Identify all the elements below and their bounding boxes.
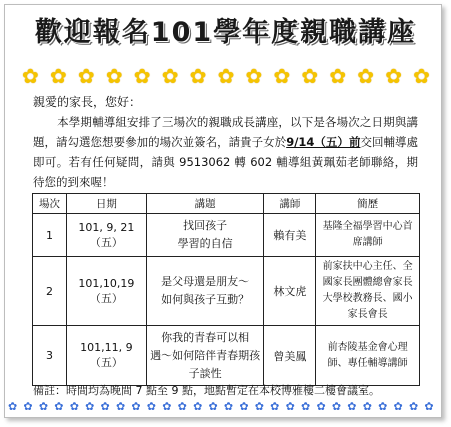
blue-flower-icon: ✿ xyxy=(223,399,234,413)
blue-flower-icon: ✿ xyxy=(362,399,372,413)
sunflower-icon: ✿ xyxy=(385,64,402,88)
blue-flower-icon: ✿ xyxy=(38,399,49,413)
session-speaker: 曾美鳳 xyxy=(264,326,316,386)
session-speaker: 林文虎 xyxy=(264,257,316,326)
blue-flower-icon: ✿ xyxy=(115,399,126,413)
blue-flower-icon: ✿ xyxy=(331,399,342,413)
sunflower-icon: ✿ xyxy=(329,64,347,88)
blue-flower-icon: ✿ xyxy=(69,399,79,413)
sunflower-icon: ✿ xyxy=(22,64,39,88)
session-date: 101,11, 9 （五） xyxy=(66,326,146,386)
sunflower-icon: ✿ xyxy=(77,64,95,88)
sunflower-icon: ✿ xyxy=(189,64,207,88)
sunflower-icon: ✿ xyxy=(301,64,319,88)
intro-text: 本學期輔導組安排了三場次的親職成長講座，以下是各場次之日期與講題，請勾選您想要參加的場次並簽名，請貴子女於 xyxy=(33,115,418,149)
intro-end-text: 交回輔導處即可。若有任何疑問，請與 9513062 轉 602 輔導組黃珮茹老師聯絡，期待您的到來喔！ xyxy=(33,135,419,189)
sunflower-icon: ✿ xyxy=(413,64,430,88)
blue-flower-icon: ✿ xyxy=(8,399,18,413)
header-speaker: 講師 xyxy=(264,194,316,214)
flyer-title: 歡迎報名101學年度親職講座 xyxy=(34,17,417,48)
blue-flower-icon: ✿ xyxy=(208,399,218,413)
blue-flower-icon: ✿ xyxy=(301,399,311,413)
sunflower-icon: ✿ xyxy=(273,64,291,88)
blue-flower-icon: ✿ xyxy=(316,399,326,413)
blue-flower-icon: ✿ xyxy=(239,399,249,413)
blue-flower-icon: ✿ xyxy=(23,399,33,413)
sunflower-icon: ✿ xyxy=(357,64,375,88)
blue-flower-icon: ✿ xyxy=(424,399,434,413)
speaker-bio: 前家扶中心主任、全國家長團體總會家長大學校教務長、國小家長會長 xyxy=(316,257,420,326)
blue-flower-icon: ✿ xyxy=(146,399,157,413)
header-bio: 簡歷 xyxy=(316,194,420,214)
header-date: 日期 xyxy=(66,194,146,214)
blue-flower-icon: ✿ xyxy=(100,399,110,413)
session-topic: 是父母還是朋友～ 如何與孩子互動？ xyxy=(146,257,264,326)
blue-flower-icon: ✿ xyxy=(393,399,403,413)
header-topic: 講題 xyxy=(146,194,264,214)
table-row xyxy=(33,257,420,326)
blue-flower-icon: ✿ xyxy=(285,399,295,413)
blue-flower-icon: ✿ xyxy=(347,399,357,413)
session-topic: 你我的青春可以相 遇～如何陪伴青春期孩子談性 xyxy=(146,326,264,386)
table-row xyxy=(33,326,420,386)
speaker-bio: 基隆全福學習中心首席講師 xyxy=(316,214,420,257)
sunflower-icon: ✿ xyxy=(245,64,263,88)
table-header-row xyxy=(33,194,420,214)
blue-flower-icon: ✿ xyxy=(193,399,203,413)
sunflower-icon: ✿ xyxy=(49,64,67,88)
blue-flower-icon: ✿ xyxy=(408,399,419,413)
sunflower-row xyxy=(22,65,430,87)
blue-flower-icon: ✿ xyxy=(85,399,95,413)
sunflower-icon: ✿ xyxy=(133,64,151,88)
header-session: 場次 xyxy=(33,194,67,214)
blue-flower-icon: ✿ xyxy=(177,399,187,413)
session-topic: 找回孩子 學習的自信 xyxy=(146,214,264,257)
blue-flower-icon: ✿ xyxy=(378,399,388,413)
greeting: 親愛的家長，您好： xyxy=(33,95,142,109)
session-date: 101,10,19 （五） xyxy=(66,257,146,326)
session-number: 3 xyxy=(33,326,67,386)
table-row xyxy=(33,214,420,257)
sunflower-icon: ✿ xyxy=(105,64,123,88)
session-number: 2 xyxy=(33,257,67,326)
remark-note: 備註：時間均為晚間 7 點至 9 點，地點暫定在本校博雅樓二樓會議室。 xyxy=(33,384,380,397)
session-speaker: 賴有美 xyxy=(264,214,316,257)
deadline-date: 9/14（五）前 xyxy=(286,135,361,149)
sunflower-icon: ✿ xyxy=(217,64,235,88)
sunflower-icon: ✿ xyxy=(161,64,179,88)
blue-flower-border xyxy=(8,400,434,412)
blue-flower-icon: ✿ xyxy=(131,399,141,413)
blue-flower-icon: ✿ xyxy=(54,399,64,413)
blue-flower-icon: ✿ xyxy=(270,399,280,413)
session-date: 101, 9, 21 （五） xyxy=(66,214,146,257)
intro-paragraph xyxy=(33,112,418,192)
blue-flower-icon: ✿ xyxy=(162,399,172,413)
speaker-bio: 前杏陵基金會心理師、專任輔導講師 xyxy=(316,326,420,386)
lecture-schedule-table xyxy=(32,193,420,386)
blue-flower-icon: ✿ xyxy=(254,399,264,413)
session-number: 1 xyxy=(33,214,67,257)
